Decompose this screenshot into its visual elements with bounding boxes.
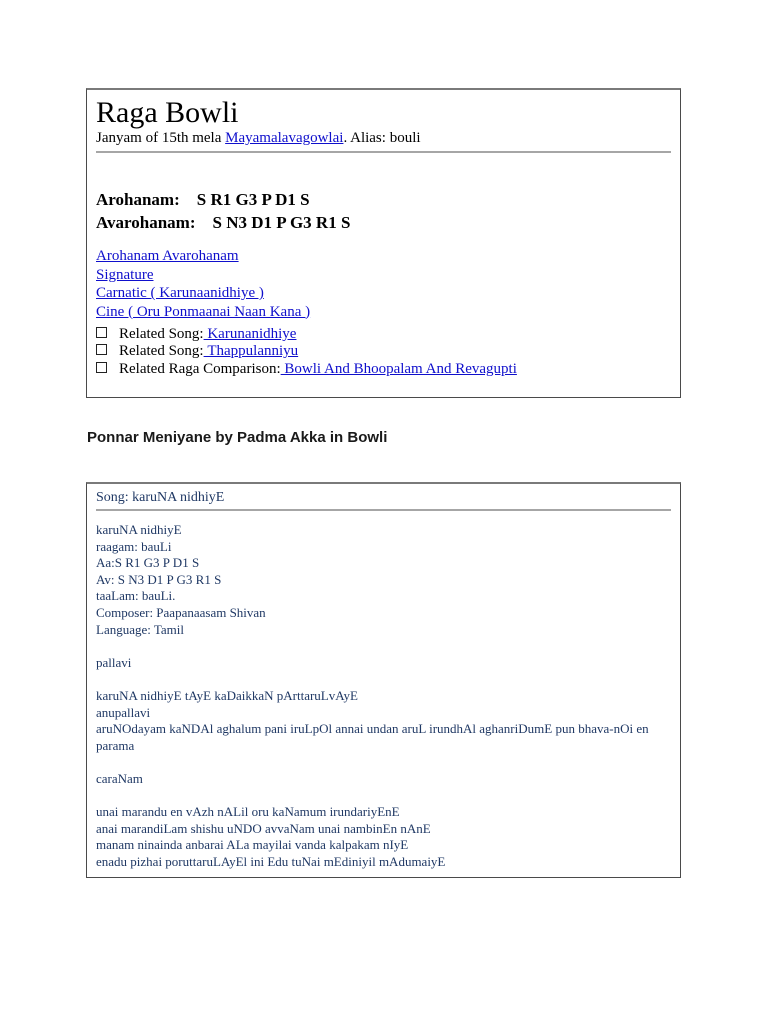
avarohanam-row (96, 211, 671, 234)
song-line: caraNam (96, 770, 143, 786)
arohanam-row (96, 188, 671, 211)
song-line: manam ninainda anbarai ALa mayilai vanda kalpakam nIyE (96, 837, 409, 853)
song-line (96, 671, 672, 688)
subtitle-divider (96, 151, 671, 153)
related-item-label: Related Raga Comparison: (119, 360, 281, 377)
song-line: anai marandiLam shishu uNDO avvaNam unai nambinEn nAnE (96, 820, 431, 836)
square-bullet-icon (96, 327, 107, 338)
song-lyrics (96, 522, 672, 870)
related-item-link[interactable]: Karunanidhiye (203, 326, 297, 342)
song-line: anupallavi (96, 704, 151, 720)
page-title: Raga Bowli (96, 96, 239, 129)
raga-subtitle (96, 129, 671, 148)
song-line: pallavi (96, 654, 132, 670)
song-line (96, 638, 672, 655)
song-caption: Ponnar Meniyane by Padma Akka in Bowli (87, 429, 388, 446)
song-header: Song: karuNA nidhiyE (96, 490, 225, 505)
song-line: Composer: Paapanaasam Shivan (96, 604, 266, 620)
related-item (96, 361, 671, 378)
raga-info-card (86, 88, 681, 398)
related-item-label: Related Song: (119, 343, 204, 360)
song-line (96, 754, 672, 771)
related-item-link[interactable]: Bowli And Bhoopalam And Revagupti (280, 360, 517, 377)
related-item-link[interactable]: Thappulanniyu (203, 343, 299, 360)
avarohanam-value: S N3 D1 P G3 R1 S (212, 213, 351, 232)
mela-link[interactable]: Mayamalavagowlai (225, 130, 344, 146)
raga-link-list (96, 247, 671, 321)
song-line: karuNA nidhiyE (96, 522, 182, 537)
scale-rows (96, 188, 671, 234)
square-bullet-icon (96, 362, 107, 373)
related-item-label: Related Song: (119, 326, 204, 342)
song-line: Language: Tamil (96, 621, 185, 637)
song-line: unai marandu en vAzh nALil oru kaNamum irundariyEnE (96, 804, 400, 820)
raga-link[interactable]: Cine ( Oru Ponmaanai Naan Kana ) (96, 303, 311, 320)
square-bullet-icon (96, 344, 107, 355)
song-line: raagam: bauLi (96, 538, 172, 554)
song-line: taaLam: bauLi. (96, 588, 176, 604)
song-line: karuNA nidhiyE tAyE kaDaikkaN pArttaruLvAyE (96, 687, 358, 703)
related-item (96, 326, 671, 343)
related-item (96, 343, 671, 360)
arohanam-label: Arohanam: (96, 190, 180, 209)
song-line (96, 788, 672, 805)
raga-link[interactable]: Signature (96, 266, 154, 283)
song-line: enadu pizhai poruttaruLAyEl ini Edu tuNai mEdiniyil mAdumaiyE (96, 853, 446, 869)
related-list (96, 326, 671, 378)
song-header-divider (96, 509, 671, 511)
subtitle-suffix: . Alias: bouli (343, 130, 421, 146)
raga-link[interactable]: Arohanam Avarohanam (96, 248, 239, 264)
raga-link[interactable]: Carnatic ( Karunaanidhiye ) (96, 285, 264, 301)
avarohanam-label: Avarohanam: (96, 213, 196, 232)
song-lyrics-card (86, 482, 681, 878)
song-line: Av: S N3 D1 P G3 R1 S (96, 571, 222, 587)
song-line: aruNOdayam kaNDAl aghalum pani iruLpOl annai undan aruL irundhAl aghanriDumE pun bhava-nOi en parama (96, 721, 649, 753)
subtitle-prefix: Janyam of 15th mela (96, 130, 226, 146)
song-line: Aa:S R1 G3 P D1 S (96, 555, 200, 571)
arohanam-value: S R1 G3 P D1 S (196, 190, 310, 209)
